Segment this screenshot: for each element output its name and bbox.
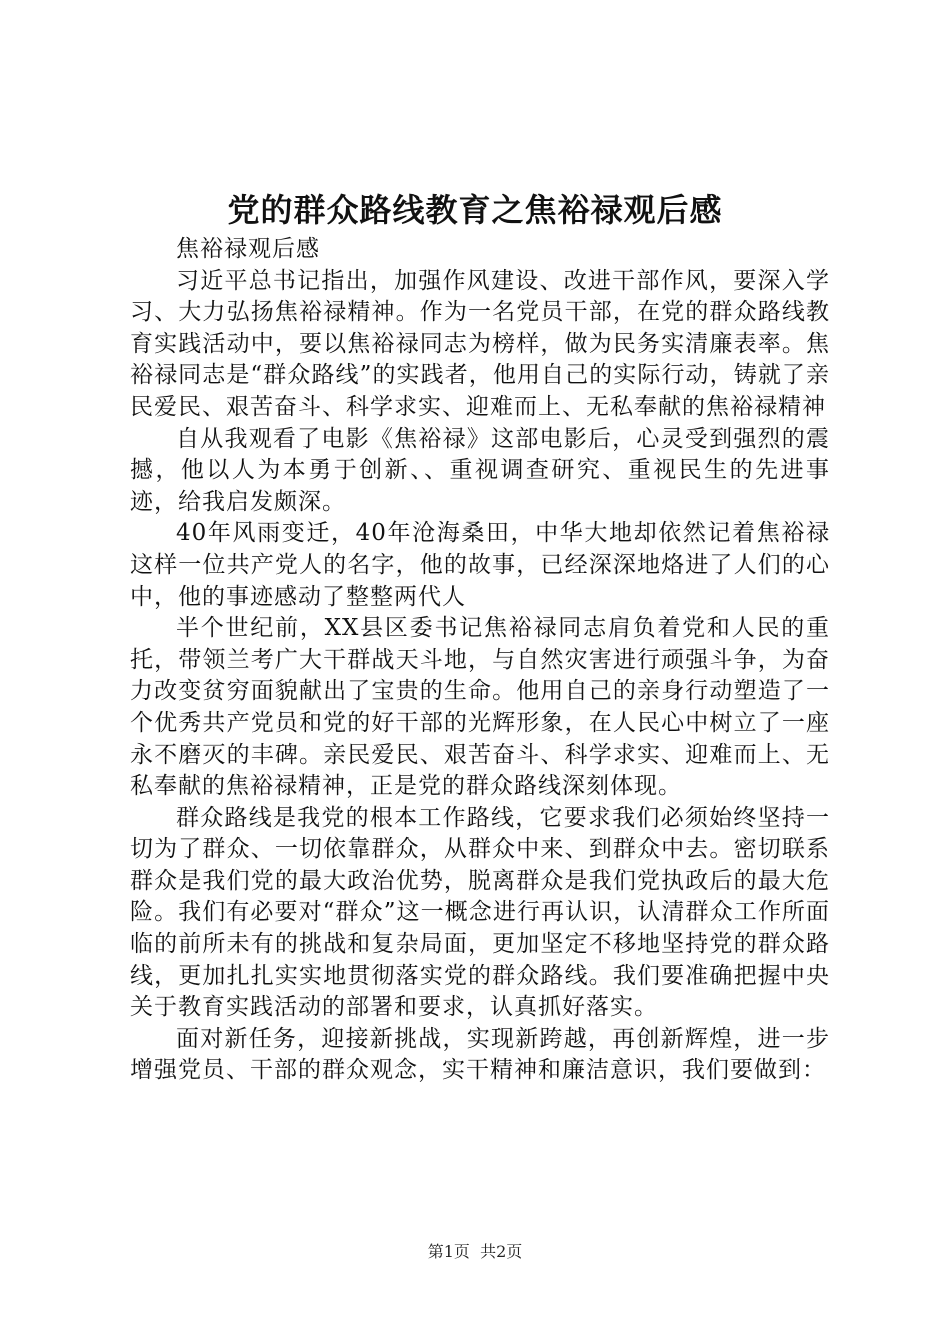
page-footer xyxy=(0,1242,950,1262)
page-number: 第1页 共2页 xyxy=(427,1242,523,1261)
document-body xyxy=(130,234,830,1087)
paragraph: 自从我观看了电影《焦裕禄》这部电影后，心灵受到强烈的震撼，他以人为本勇于创新、、重视调查研究、重视民生的先进事迹，给我启发颇深。 xyxy=(130,425,830,515)
paragraph: 半个世纪前，XX县区委书记焦裕禄同志肩负着党和人民的重托，带领兰考广大干群战天斗地，与自然灾害进行顽强斗争，为奋力改变贫穷面貌献出了宝贵的生命。他用自己的亲身行动塑造了一个优秀共产党员和党的好干部的光辉形象，在人民心中树立了一座永不磨灭的丰碑。亲民爱民、艰苦奋斗、科学求实、迎难而上、无私奉献的焦裕禄精神，正是党的群众路线深刻体现。 xyxy=(130,615,830,800)
document-title: 党的群众路线教育之焦裕禄观后感 xyxy=(227,191,723,229)
paragraph: 面对新任务，迎接新挑战，实现新跨越，再创新辉煌，进一步增强党员、干部的群众观念，实干精神和廉洁意识，我们要做到： xyxy=(130,1025,830,1084)
paragraph: 群众路线是我党的根本工作路线，它要求我们必须始终坚持一切为了群众、一切依靠群众，从群众中来、到群众中去。密切联系群众是我们党的最大政治优势，脱离群众是我们党执政后的最大危险。我们有必要对“群众”这一概念进行再认识，认清群众工作所面临的前所未有的挑战和复杂局面，更加坚定不移地坚持党的群众路线，更加扎扎实实地贯彻落实党的群众路线。我们要准确把握中央关于教育实践活动的部署和要求，认真抓好落实。 xyxy=(130,804,830,1021)
paragraph: 习近平总书记指出，加强作风建设、改进干部作风，要深入学习、大力弘扬焦裕禄精神。作为一名党员干部，在党的群众路线教育实践活动中，要以焦裕禄同志为榜样，做为民务实清廉表率。焦裕禄同志是“群众路线”的实践者，他用自己的实际行动，铸就了亲民爱民、艰苦奋斗、科学求实、迎难而上、无私奉献的焦裕禄精神 xyxy=(130,267,830,420)
paragraph-subtitle: 焦裕禄观后感 xyxy=(176,236,320,262)
paragraph: 40年风雨变迁，40年沧海桑田，中华大地却依然记着焦裕禄这样一位共产党人的名字，他的故事，已经深深地烙进了人们的心中，他的事迹感动了整整两代人 xyxy=(130,520,830,610)
